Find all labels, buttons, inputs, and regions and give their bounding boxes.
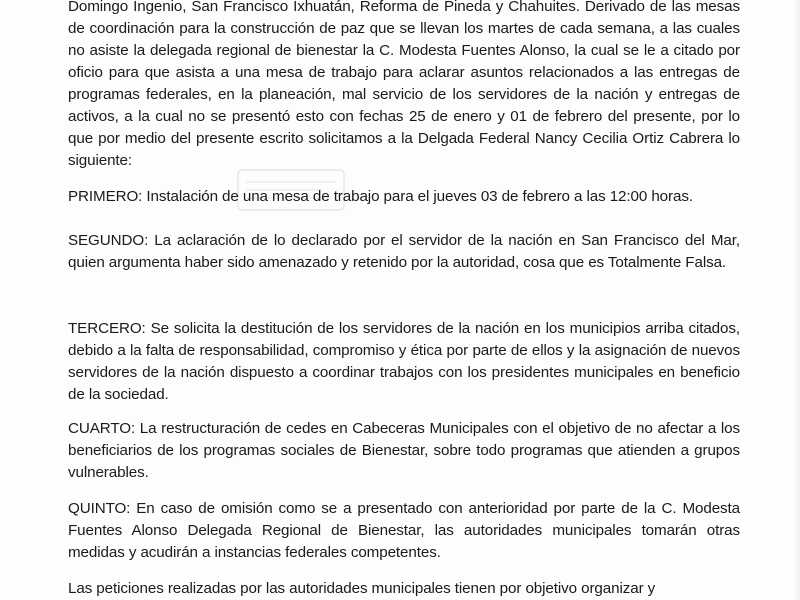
point-tercero: TERCERO: Se solicita la destitución de los servidores de la nación en los municipios arriba citados, debido a la falta de responsabilidad, compromiso y ética por parte de ellos y la asignación de nuevos servidores de la nación dispuesto a coordinar trabajos con los presidentes municipales en beneficio de la sociedad. xyxy=(68,320,740,403)
scan-shadow xyxy=(794,0,800,600)
intro-paragraph: Domingo Ingenio, San Francisco Ixhuatán, Reforma de Pineda y Chahuites. Derivado de las mesas de coordinación para la construcción de paz que se llevan los martes de cada semana, a las cuales no asiste la delegada regional de bienestar la C. Modesta Fuentes Alonso, la cual se le a citado por oficio para que asista a una mesa de trabajo para aclarar asuntos relacionados a las entregas de programas federales, en la planeación, mal servicio de los servidores de la nación y entregas de activos, a la cual no se presentó esto con fechas 25 de enero y 01 de febrero del presente, por lo que por medio del presente escrito solicitamos a la Delgada Federal Nancy Cecilia Ortiz Cabrera lo siguiente: xyxy=(68,0,740,169)
point-quinto: QUINTO: En caso de omisión como se a presentado con anterioridad por parte de la C. Modesta Fuentes Alonso Delegada Regional de Bienestar, las autoridades municipales tomarán otras medidas y acudirán a instancias federales competentes. xyxy=(68,500,740,561)
closing-paragraph: Las peticiones realizadas por las autoridades municipales tienen por objetivo organizar y xyxy=(68,580,656,597)
point-primero: PRIMERO: Instalación de una mesa de trabajo para el jueves 03 de febrero a las 12:00 horas. xyxy=(68,188,693,205)
point-segundo: SEGUNDO: La aclaración de lo declarado por el servidor de la nación en San Francisco del Mar, quien argumenta haber sido amenazado y retenido por la autoridad, cosa que es Totalmente Falsa. xyxy=(68,232,740,271)
point-cuarto: CUARTO: La restructuración de cedes en Cabeceras Municipales con el objetivo de no afectar a los beneficiarios de los programas sociales de Bienestar, sobre todo programas que atienden a grupos vulnerables. xyxy=(68,420,740,481)
